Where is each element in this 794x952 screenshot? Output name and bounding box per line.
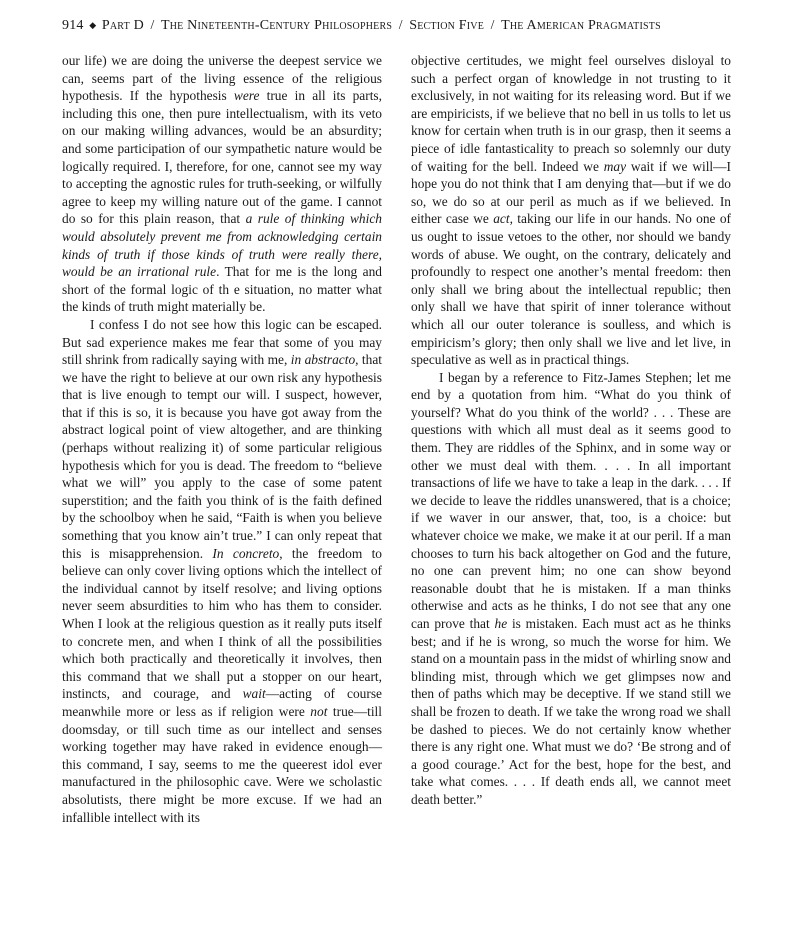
text-run: is mistaken. Each must act as he thinks best; and if he is wrong, so much the worse for him. We stand on a mountain pass in the midst of whirling snow and blinding mist, through which we get glimpses now and then of paths which may be deceptive. If we stand still we shall be frozen to death. If we take the wrong road we shall be dashed to pieces. We do not certainly know whether there is any right one. What must we do? ‘Be strong and of a good courage.’ Act for the best, hope for the best, and take what comes. . . . If death ends all, we cannot meet death better.” — [411, 616, 731, 807]
header-separator: / — [398, 17, 403, 32]
text-run: , that we have the right to believe at our own risk any hypothesis that is live enough to tempt our will. I suspect, however, that if this is so, it is because you have got away from the abstract logical point of view altogether, and are thinking (perhaps without realizing it) of some particular religious hypothesis which for you is dead. The freedom to “believe what we will” you apply to the case of some patent superstition; and the faith you think of is the faith defined by the schoolboy when he said, “Faith is when you believe something that you know ain’t true.” I can only repeat that this is misapprehension. — [62, 352, 383, 561]
header-separator: / — [150, 17, 155, 32]
text-run: I confess I do not see how this logic can be escaped. But sad experience makes me fear that some of you may still shrink from radically saying with me, — [62, 316, 382, 368]
text-run: objective certitudes, we might feel ourselves disloyal to such a perfect organ of knowledge in not trusting to it exclusively, in not waiting for its releasing word. But if we are empiricists, if we believe that no bell in us tolls to let us know for certain when truth is in our grasp, then it seems a piece of idle fantasticality to preach so solemnly our duty of waiting for the bell. Indeed we — [411, 53, 731, 174]
header-separator: / — [490, 17, 495, 32]
diamond-ornament-icon: ◆ — [89, 20, 97, 30]
italic-text: not — [310, 703, 328, 719]
text-run: our life) we are doing the universe the deepest service we can, seems part of the living essence of the religious hypothesis. If the hypothesis — [62, 53, 382, 104]
text-run: wait if we will—I hope you do not think that I am denying that—but if we do so, we do so at our peril as much as if we believed. In either case we — [411, 158, 732, 227]
paragraph — [62, 316, 382, 826]
italic-text: wait — [242, 686, 266, 702]
page-number: 914 — [62, 18, 84, 33]
italic-text: In concreto — [212, 545, 280, 561]
italic-text: in abstracto — [290, 352, 356, 368]
text-run: true in all its parts, including this one, then pure intellectualism, with its veto on our making willing advances, would be an absurdity; and some participation of our sympathetic nature would be logically required. I, therefore, for one, cannot see my way to accepting the agnostic rules for truth-seeking, or wilfully agree to keep my willing nature out of the game. I cannot do so for this plain reason, that — [62, 88, 382, 227]
header-book-title: The Nineteenth-Century Philosophers — [161, 18, 393, 33]
header-section: Section Five — [409, 18, 485, 33]
paragraph — [62, 52, 382, 316]
italic-text: a rule of thinking which would absolutely prevent me from acknowledging certain kinds of truth if those kinds of truth were really there, would be an irrational rule — [62, 211, 382, 280]
paragraph — [411, 369, 731, 809]
running-header — [62, 17, 742, 34]
italic-text: he — [494, 616, 508, 631]
right-column — [411, 52, 731, 809]
left-column — [62, 52, 382, 826]
text-run: , the freedom to believe can only cover living options which the intellect of the individual cannot by itself resolve; and living options never seem absurdities to him who has them to consider. When I look at the religious question as it really puts itself to concrete men, and when I think of all the possibilities which both practically and theoretically it involves, then this command that we shall put a stopper on our heart, instincts, and courage, and — [62, 545, 382, 702]
italic-text: may — [603, 158, 627, 174]
text-run: I began by a reference to Fitz-James Stephen; let me end by a quotation from him. “What do you think of yourself? What do you think of the world? . . . These are questions with which all must deal as it seems good to them. They are riddles of the Sphinx, and in some way or other we must deal with them. . . . In all important transactions of life we have to take a leap in the dark. . . . If we decide to leave the riddles unanswered, that is a choice; if we waver in our answer, that, too, is a choice: but whatever choice we make, we make it at our peril. If a man chooses to turn his back altogether on God and the future, no one can prevent him; no one can show beyond reasonable doubt that he is mistaken. If a man thinks otherwise and acts as he thinks, I do not see that any one can prove that — [411, 369, 731, 631]
italic-text: act — [493, 211, 510, 227]
text-run: true—till doomsday, or till such time as our intellect and senses working together may have raked in evidence enough—this command, I say, seems to me the queerest idol ever manufactured in the philosophic cave. Were we scholastic absolutists, there might be more excuse. If we had an infallible intellect with its — [62, 703, 382, 825]
text-run: . That for me is the long and short of the formal logic of th e situation, no matter what the kinds of truth might materially be. — [62, 264, 382, 315]
italic-text: were — [233, 88, 260, 104]
header-chapter: The American Pragmatists — [501, 18, 661, 33]
header-part: Part D — [101, 18, 144, 33]
text-run: , taking our life in our hands. No one of us ought to issue vetoes to the other, nor should we bandy words of abuse. We ought, on the contrary, delicately and profoundly to respect one another’s mental freedom: then only shall we bring about the intellectual republic; then only shall we have that spirit of inner tolerance without which all our outer tolerance is soulless, and which is empiricism’s glory; then only shall we live and let live, in speculative as well as in practical things. — [411, 211, 731, 368]
paragraph — [411, 52, 731, 369]
text-run: —acting of course meanwhile more or less as if religion were — [62, 686, 382, 719]
